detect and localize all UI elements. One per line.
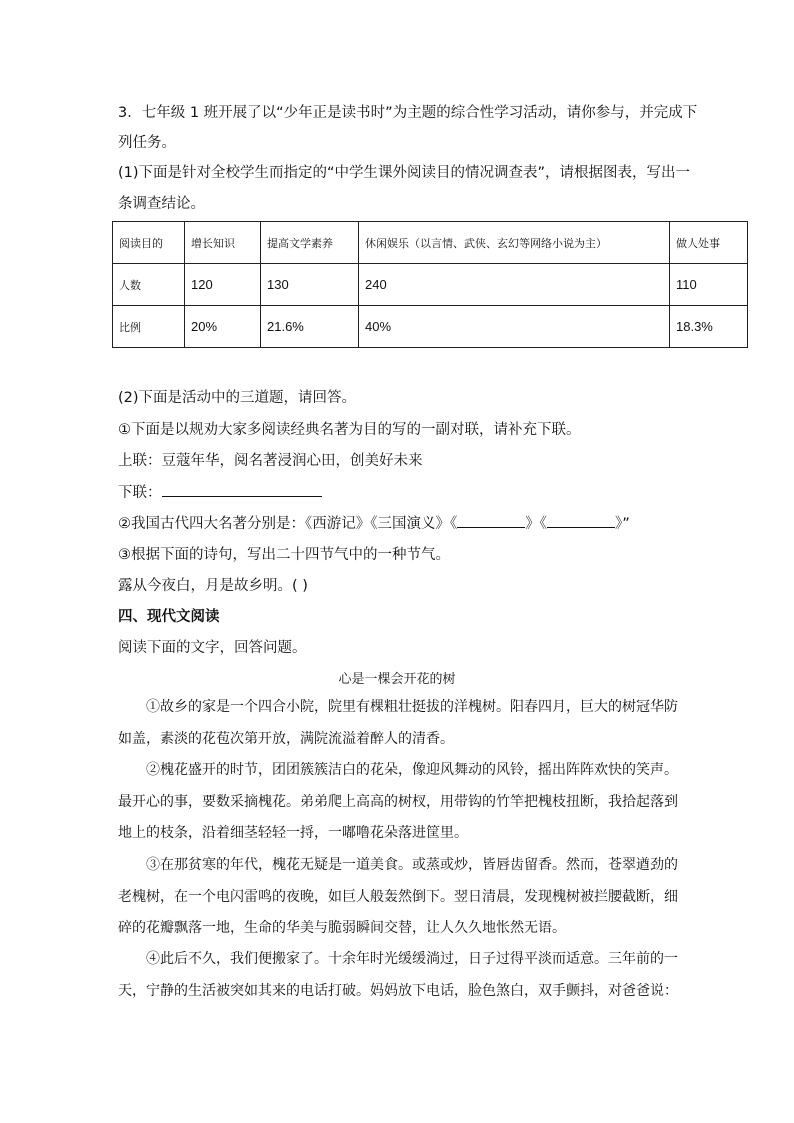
task2-item1: ①下面是以规劝大家多阅读经典名著为目的写的一副对联，请补充下联。 <box>118 422 581 438</box>
table-cell: 人数 <box>113 264 185 306</box>
article-paragraph: ①故乡的家是一个四合小院，院里有棵粗壮挺拔的洋槐树。阳春四月，巨大的树冠华防如盖，素淡的花苞次第开放，满院流溢着醉人的清香。 <box>118 699 678 747</box>
table-cell: 240 <box>359 264 670 306</box>
table-cell: 21.6% <box>261 306 359 348</box>
couplet-upper: 上联：豆蔻年华，阅名著浸润心田，创美好未来 <box>118 453 423 469</box>
table-header-cell: 提高文学素养 <box>261 222 359 264</box>
table-cell: 18.3% <box>670 306 748 348</box>
table-header-row <box>113 222 748 264</box>
table-cell: 40% <box>359 306 670 348</box>
couplet-lower-label: 下联： <box>118 485 162 501</box>
q3-intro-line2: 列任务。 <box>118 135 176 151</box>
task1-line2: 条调查结论。 <box>118 196 205 212</box>
task1-line1: (1)下面是针对全校学生而指定的“中学生课外阅读目的情况调查表”，请根据图表，写出一 <box>118 165 691 181</box>
task2-item3: ③根据下面的诗句，写出二十四节气中的一种节气。 <box>118 547 450 563</box>
table-row <box>113 264 748 306</box>
item2-prefix: ②我国古代四大名著分别是：《西游记》《三国演义》《 <box>118 516 458 532</box>
novel-blank-1[interactable] <box>457 513 525 528</box>
article-paragraph: ②槐花盛开的时节，团团簇簇洁白的花朵，像迎风舞动的风铃，摇出阵阵欢快的笑声。最开心的事，要数采摘槐花。弟弟爬上高高的树杈，用带钩的竹竿把槐枝扭断，我拾起落到地上的枝条，沿着细茎轻轻一捋，一嘟噜花朵落进筐里。 <box>118 762 678 841</box>
novel-blank-2[interactable] <box>547 513 615 528</box>
article-title: 心是一棵会开花的树 <box>338 672 456 687</box>
couplet-lower <box>118 481 322 502</box>
table-header-cell: 阅读目的 <box>113 222 185 264</box>
table-header-cell: 休闲娱乐（以言情、武侠、玄幻等网络小说为主） <box>359 222 670 264</box>
task2-item2 <box>118 512 630 533</box>
table-cell: 120 <box>185 264 261 306</box>
article-paragraph: ④此后不久，我们便搬家了。十余年时光缓缓淌过，日子过得平淡而适意。三年前的一天，宁静的生活被突如其来的电话打破。妈妈放下电话，脸色煞白，双手颤抖，对爸爸说： <box>118 951 678 999</box>
task2-intro: (2)下面是活动中的三道题，请回答。 <box>118 390 357 406</box>
item2-suffix: 》” <box>615 516 630 532</box>
table-cell: 比例 <box>113 306 185 348</box>
survey-table <box>112 221 748 348</box>
item2-mid: 》《 <box>525 516 547 532</box>
couplet-answer-blank[interactable] <box>162 482 322 497</box>
table-cell: 20% <box>185 306 261 348</box>
table-header-cell: 做人处事 <box>670 222 748 264</box>
table-cell: 130 <box>261 264 359 306</box>
reading-instruction: 阅读下面的文字，回答问题。 <box>118 640 307 656</box>
q3-intro-line1: 3．七年级 1 班开展了以“少年正是读书时”为主题的综合性学习活动，请你参与，并完成下 <box>118 105 698 121</box>
poem-line: 露从今夜白，月是故乡明。( ) <box>118 578 308 594</box>
article-paragraph: ③在那贫寒的年代，槐花无疑是一道美食。或蒸或炒，皆唇齿留香。然而，苍翠遒劲的老槐树，在一个电闪雷鸣的夜晚，如巨人般轰然倒下。翌日清晨，发现槐树被拦腰截断，细碎的花瓣飘落一地，生命的华美与脆弱瞬间交替，让人久久地怅然无语。 <box>118 857 678 936</box>
section-heading: 四、现代文阅读 <box>118 609 220 625</box>
table-header-cell: 增长知识 <box>185 222 261 264</box>
table-row <box>113 306 748 348</box>
table-cell: 110 <box>670 264 748 306</box>
